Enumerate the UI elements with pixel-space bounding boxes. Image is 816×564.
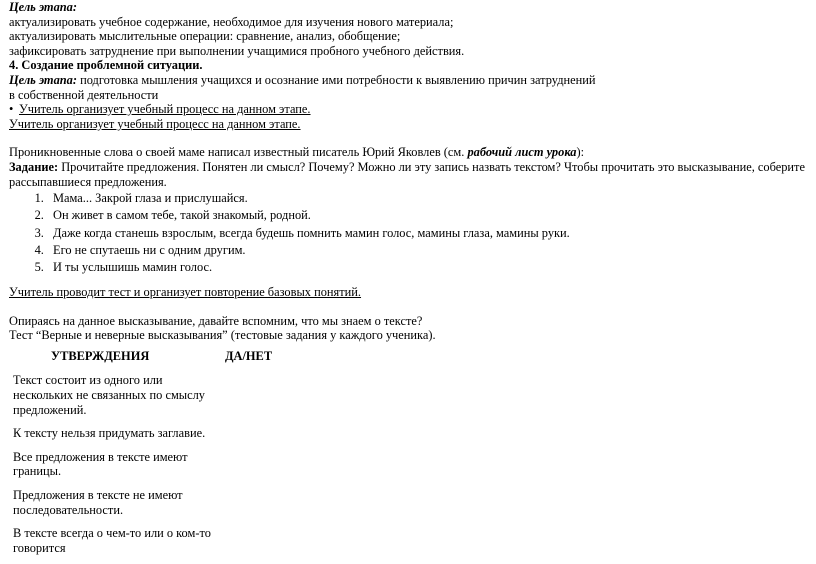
statements-table: [13, 349, 395, 564]
table-header-row: [13, 349, 395, 374]
list-item: 3. Даже когда станешь взрослым, всегда будешь помнить мамин голос, мамины глаза, мамины руки.: [47, 226, 809, 241]
answer-cell[interactable]: [223, 426, 395, 450]
stage4-goal: [9, 73, 809, 88]
answer-cell[interactable]: [223, 526, 395, 564]
table-row: [13, 373, 395, 426]
task-intro-before: Проникновенные слова о своей маме написал известный писатель Юрий Яковлев (см.: [9, 145, 468, 160]
task-intro-emph: рабочий лист урока: [467, 145, 577, 160]
stage4-goal-label: Цель этапа:: [9, 72, 77, 87]
stage4-repeat-text: Учитель организует учебный процесс на данном этапе.: [9, 116, 301, 131]
stage3-goal-label: Цель этапа:: [9, 0, 77, 14]
list-item: 4. Его не спутаешь ни с одним другим.: [47, 243, 809, 258]
list-item: 2. Он живет в самом тебе, такой знакомый, родной.: [47, 208, 809, 223]
table-row: [13, 488, 395, 526]
answer-cell[interactable]: [223, 373, 395, 426]
col-statements-header: УТВЕРЖДЕНИЯ: [51, 348, 150, 363]
table-row: [13, 426, 395, 450]
lesson-plan-page: [9, 0, 809, 564]
stage4-goal-text: подготовка мышления учащихся и осознание ими потребности к выявлению причин затруднений: [76, 72, 596, 87]
task-intro-after: ):: [576, 145, 585, 160]
stage3-goal-line-2: актуализировать мыслительные операции: сравнение, анализ, обобщение;: [9, 29, 401, 44]
col-answer-header: ДА/НЕТ: [225, 348, 273, 363]
stage3-goal-line-3: зафиксировать затруднение при выполнении учащимися пробного учебного действия.: [9, 43, 465, 58]
test-question: Опираясь на данное высказывание, давайте вспомним, что мы знаем о тексте?: [9, 313, 423, 328]
answer-cell[interactable]: [223, 488, 395, 526]
table-row: [13, 450, 395, 488]
stage4-heading: 4. Создание проблемной ситуации.: [9, 58, 203, 73]
statement-cell: Все предложения в тексте имеют границы.: [13, 449, 188, 479]
task-text: Прочитайте предложения. Понятен ли смысл? Почему? Можно ли эту запись назвать текстом? Чтобы прочитать это высказывание, соберите рассыпавшиеся предложения.: [9, 159, 805, 189]
statement-cell: Предложения в тексте не имеют последовательности.: [13, 488, 183, 517]
statement-cell: К тексту нельзя придумать заглавие.: [13, 426, 206, 441]
statement-cell: Текст состоит из одного или нескольких не связанных по смыслу предложений.: [13, 373, 205, 417]
stage4-bullet-text: Учитель организует учебный процесс на данном этапе.: [19, 102, 311, 117]
stage4-goal-cont: в собственной деятельности: [9, 87, 159, 102]
task-intro: [9, 145, 809, 160]
teacher-note: Учитель проводит тест и организует повторение базовых понятий.: [9, 285, 362, 300]
task-instruction: [9, 160, 809, 189]
spacer: [9, 277, 809, 285]
answer-cell[interactable]: [223, 450, 395, 488]
bullet-icon: •: [9, 102, 14, 117]
statement-cell: В тексте всегда о чем-то или о ком-то говорится: [13, 526, 211, 555]
spacer: [9, 131, 809, 145]
list-item: 5. И ты услышишь мамин голос.: [47, 260, 809, 275]
table-row: [13, 526, 395, 564]
stage4-bullet-item: [9, 102, 809, 117]
task-label: Задание:: [9, 159, 59, 174]
sentence-list: [9, 191, 809, 274]
stage3-goal-line-1: актуализировать учебное содержание, необходимое для изучения нового материала;: [9, 14, 454, 29]
list-item: 1. Мама... Закрой глаза и прислушайся.: [47, 191, 809, 206]
test-title: Тест “Верные и неверные высказывания” (тестовые задания у каждого ученика).: [9, 328, 436, 343]
spacer: [9, 300, 809, 314]
